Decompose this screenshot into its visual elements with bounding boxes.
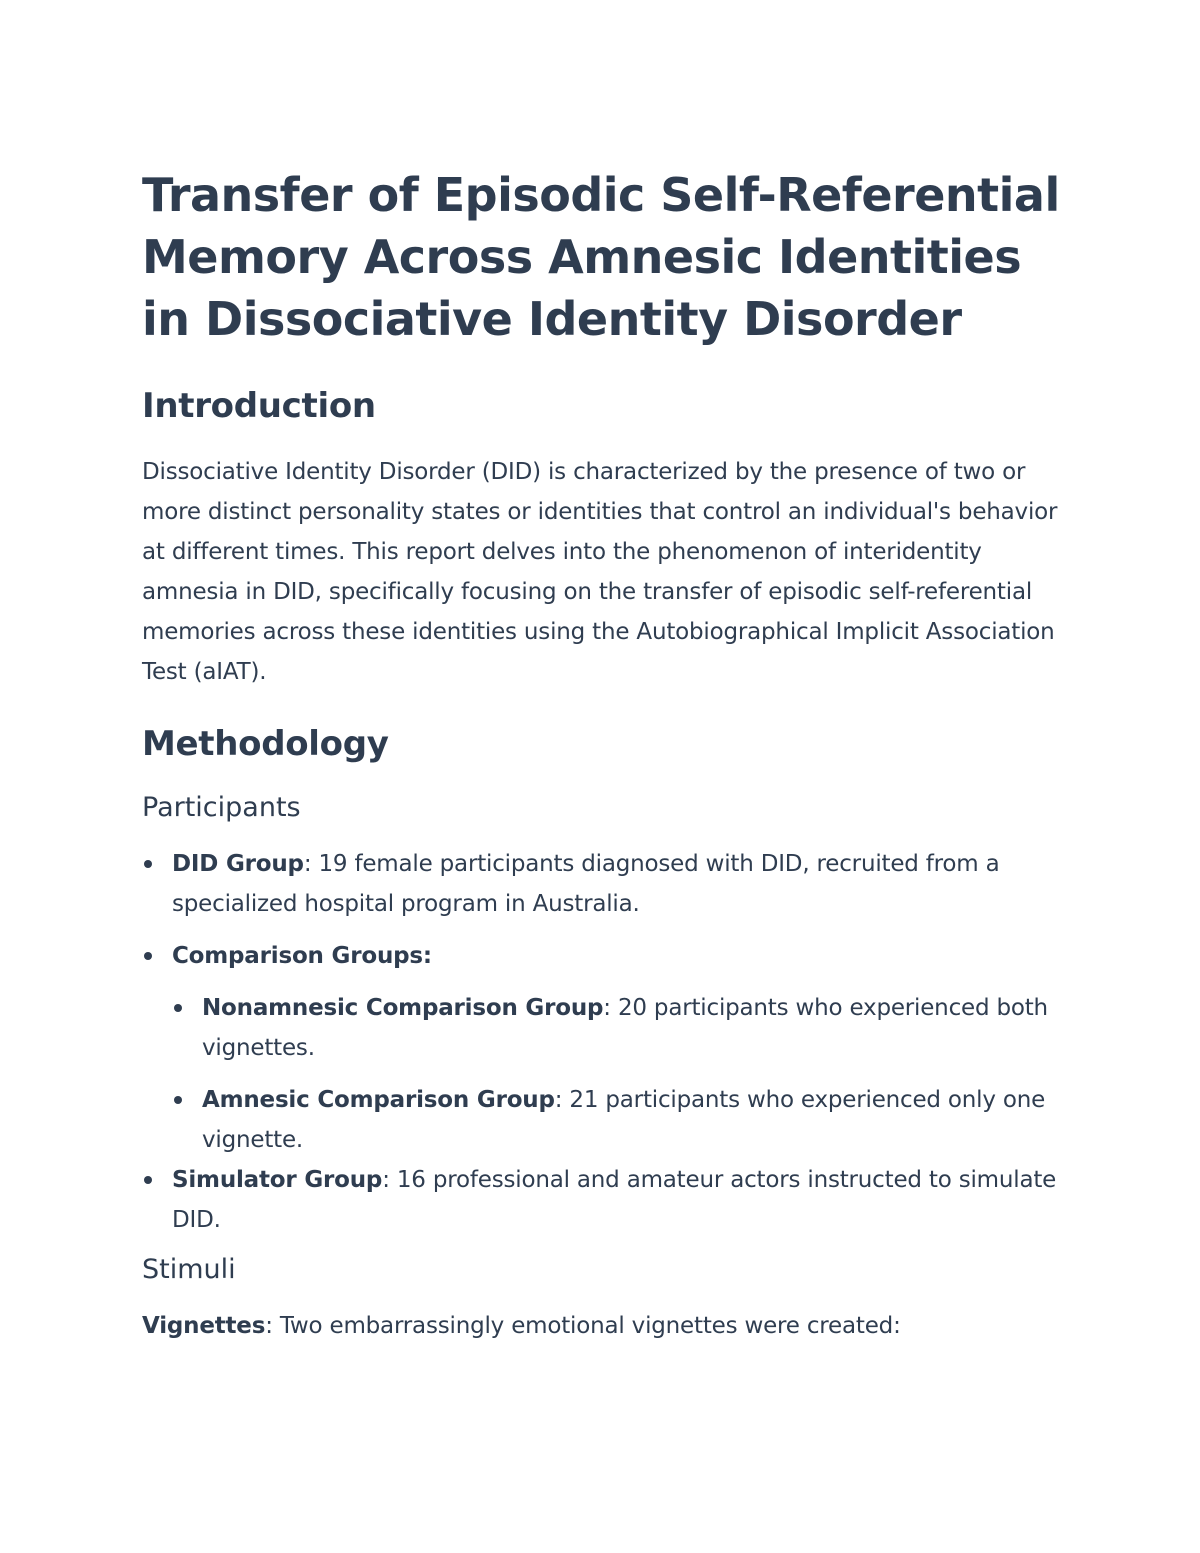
sub-list-item <box>172 988 1072 1068</box>
list-item-text: : <box>422 943 432 969</box>
bullet-icon <box>174 1004 182 1012</box>
participants-list <box>142 844 1072 1240</box>
list-item <box>142 844 1072 924</box>
bullet-icon <box>144 860 152 868</box>
list-item <box>142 936 1072 1160</box>
introduction-paragraph: Dissociative Identity Disorder (DID) is characterized by the presence of two or more distinct personality states or identities that control an individual's behavior at different times. This report delves into the phenomenon of interidentity amnesia in DID, specifically focusing on the transfer of episodic self-referential memories across these identities using the Autobiographical Implicit Association Test (aIAT). <box>142 459 1058 685</box>
vignettes-label: Vignettes <box>142 1313 266 1339</box>
page-title: Transfer of Episodic Self-Referential Memory Across Amnesic Identities in Dissociative Identity Disorder <box>142 168 1060 346</box>
sub-list-item-text: : 21 participants who experienced only one vignette. <box>202 1087 1046 1153</box>
list-item-label: DID Group <box>172 851 304 877</box>
sub-list-item <box>172 1080 1072 1160</box>
list-item-text: : 16 professional and amateur actors instructed to simulate DID. <box>172 1167 1057 1233</box>
list-item-text: : 19 female participants diagnosed with DID, recruited from a specialized hospital program in Australia. <box>172 851 1000 917</box>
participants-heading: Participants <box>142 792 301 823</box>
bullet-icon <box>144 1176 152 1184</box>
bullet-icon <box>144 952 152 960</box>
sub-list-item-label: Nonamnesic Comparison Group <box>202 995 604 1021</box>
methodology-section <box>142 722 1072 1346</box>
list-item <box>142 1160 1072 1240</box>
bullet-icon <box>174 1096 182 1104</box>
list-item-label: Comparison Groups <box>172 943 423 969</box>
document-page <box>142 164 1072 1376</box>
vignettes-paragraph <box>142 1306 1072 1346</box>
sub-list-item-text: : 20 participants who experienced both vignettes. <box>202 995 1048 1061</box>
vignettes-text: : Two embarrassingly emotional vignettes were created: <box>265 1313 901 1339</box>
stimuli-heading: Stimuli <box>142 1254 236 1285</box>
sub-list-item-label: Amnesic Comparison Group <box>202 1087 555 1113</box>
introduction-heading: Introduction <box>142 386 376 426</box>
comparison-groups-sublist <box>172 988 1072 1160</box>
introduction-section <box>142 384 1072 692</box>
methodology-heading: Methodology <box>142 724 389 764</box>
list-item-label: Simulator Group <box>172 1167 383 1193</box>
